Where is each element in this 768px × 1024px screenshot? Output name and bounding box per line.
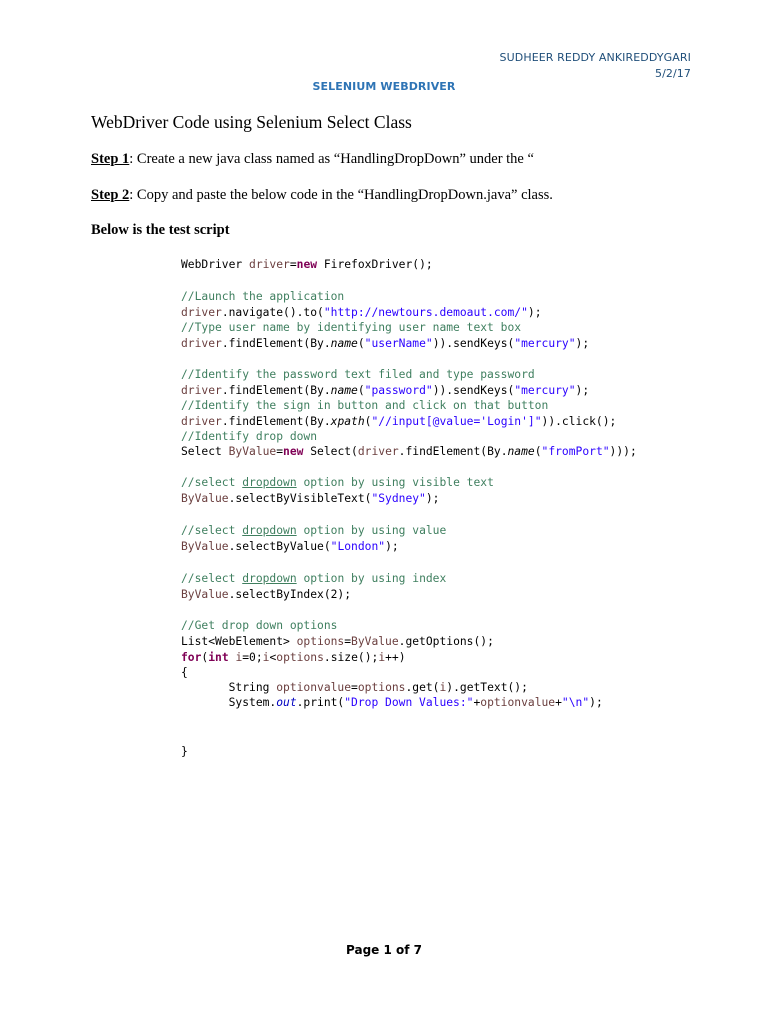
document-title: WebDriver Code using Selenium Select Class xyxy=(91,112,412,132)
header-author: SUDHEER REDDY ANKIREDDYGARI xyxy=(499,51,691,64)
code-line: List<WebElement> options=ByValue.getOptions(); xyxy=(181,635,494,648)
code-line: ByValue.selectByIndex(2); xyxy=(181,588,352,601)
code-line: //Identify the password text filed and type password xyxy=(181,368,535,381)
step-2-text: : Copy and paste the below code in the “HandlingDropDown.java” class. xyxy=(129,187,553,203)
step-1 xyxy=(91,151,534,168)
step-2-label: Step 2 xyxy=(91,187,130,203)
code-line: WebDriver driver=new FirefoxDriver(); xyxy=(181,258,433,271)
code-line: //Identify the sign in button and click on that button xyxy=(181,399,549,412)
code-line: System.out.print("Drop Down Values:"+optionvalue+"\n"); xyxy=(181,696,603,709)
code-line: ByValue.selectByValue("London"); xyxy=(181,540,399,553)
code-line: driver.navigate().to("http://newtours.demoaut.com/"); xyxy=(181,306,542,319)
code-line: { xyxy=(181,666,188,679)
code-line: for(int i=0;i<options.size();i++) xyxy=(181,651,406,664)
code-line: //select dropdown option by using value xyxy=(181,524,447,537)
code-line: Select ByValue=new Select(driver.findElement(By.name("fromPort"))); xyxy=(181,445,637,458)
code-line: String optionvalue=options.get(i).getText(); xyxy=(181,681,528,694)
code-line: driver.findElement(By.name("password")).sendKeys("mercury"); xyxy=(181,384,590,397)
code-line: //Launch the application xyxy=(181,290,345,303)
code-line: ByValue.selectByVisibleText("Sydney"); xyxy=(181,492,440,505)
step-2 xyxy=(91,187,553,204)
code-line: //Get drop down options xyxy=(181,619,338,632)
code-line: //Type user name by identifying user name text box xyxy=(181,321,522,334)
code-line: } xyxy=(181,745,188,758)
step-1-label: Step 1 xyxy=(91,151,130,167)
code-line: //Identify drop down xyxy=(181,430,318,443)
step-1-text: : Create a new java class named as “HandlingDropDown” under the “ xyxy=(129,151,534,167)
test-script-heading: Below is the test script xyxy=(91,222,230,238)
code-line: //select dropdown option by using index xyxy=(181,572,447,585)
header-date: 5/2/17 xyxy=(654,67,691,80)
code-line: driver.findElement(By.name("userName")).sendKeys("mercury"); xyxy=(181,337,590,350)
page-number: Page 1 of 7 xyxy=(346,943,422,957)
code-line: //select dropdown option by using visible text xyxy=(181,476,494,489)
header-title: SELENIUM WEBDRIVER xyxy=(312,80,456,93)
code-line: driver.findElement(By.xpath("//input[@value='Login']")).click(); xyxy=(181,415,617,428)
